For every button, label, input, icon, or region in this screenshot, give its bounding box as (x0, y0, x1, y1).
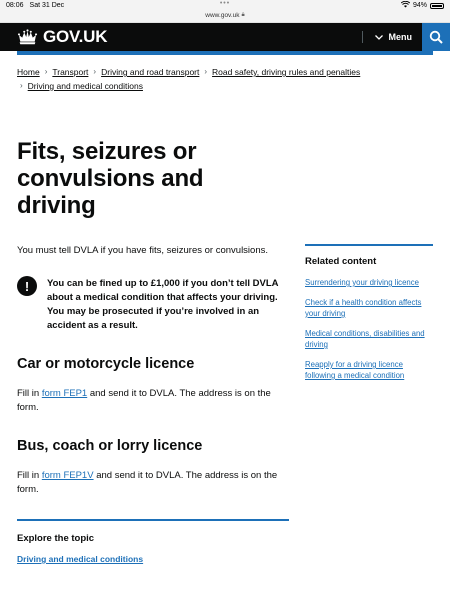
chevron-down-icon (375, 35, 383, 40)
intro-text: You must tell DVLA if you have fits, seizures or convulsions. (17, 245, 268, 256)
search-button[interactable] (422, 23, 450, 51)
related-link-reapply[interactable]: Reapply for a driving licence following a medical condition (305, 360, 405, 380)
address-bar[interactable] (0, 11, 450, 23)
explore-link[interactable]: Driving and medical conditions (17, 554, 144, 564)
explore-title: Explore the topic (17, 533, 95, 544)
related-content (305, 244, 433, 381)
explore-topic (17, 519, 289, 564)
text-fragment: Fill in (17, 470, 42, 481)
breadcrumb-driving-road-transport[interactable]: Driving and road transport (101, 67, 200, 77)
related-content-sidebar (305, 244, 433, 390)
battery-percent: 94% (412, 2, 427, 9)
menu-button[interactable] (362, 31, 423, 43)
chevron-right-icon: › (20, 81, 23, 90)
related-link-surrendering[interactable]: Surrendering your driving licence (305, 278, 419, 287)
search-icon (429, 30, 443, 44)
section-text-car (17, 387, 289, 415)
crown-icon (17, 29, 38, 45)
breadcrumb-road-safety[interactable]: Road safety, driving rules and penalties (212, 67, 361, 77)
breadcrumb-transport[interactable]: Transport (52, 67, 89, 77)
form-fep1-link[interactable]: form FEP1 (41, 388, 88, 399)
site-header (0, 23, 450, 51)
breadcrumb-driving-medical[interactable]: Driving and medical conditions (27, 81, 143, 91)
text-fragment: Fill in (17, 388, 42, 399)
status-bar (0, 0, 450, 11)
chevron-right-icon: › (93, 67, 97, 76)
chevron-right-icon: › (44, 67, 48, 76)
status-date: Sat 31 Dec (29, 2, 65, 9)
battery-icon (430, 3, 444, 9)
menu-label: Menu (388, 32, 412, 42)
section-text-bus (17, 469, 289, 497)
breadcrumb (0, 65, 450, 93)
chevron-right-icon: › (204, 67, 208, 76)
text-fragment: and send it to DVLA. The address is on the form. (17, 470, 278, 495)
logo-text: GOV.UK (43, 27, 108, 46)
url-text[interactable]: www.gov.uk (205, 12, 240, 19)
text-fragment: and send it to DVLA. The address is on the form. (17, 388, 271, 413)
warning-icon: ! (17, 276, 37, 296)
section-heading-car: Car or motorcycle licence (17, 356, 195, 372)
section-heading-bus: Bus, coach or lorry licence (17, 438, 203, 454)
warning-callout (17, 276, 289, 333)
related-link-medical-conditions[interactable]: Medical conditions, disabilities and driving (305, 329, 425, 349)
wifi-icon (401, 1, 410, 10)
status-time: 08:06 (6, 2, 24, 9)
main-content (17, 244, 289, 564)
header-blue-bar (17, 51, 433, 55)
related-title: Related content (305, 256, 377, 267)
govuk-logo-link[interactable] (0, 27, 107, 47)
breadcrumb-home[interactable]: Home (17, 67, 40, 77)
warning-text: You can be fined up to £1,000 if you don’t tell DVLA about a medical condition that affects your driving. You may be prosecuted if you’re involved in an accident as a result. (47, 278, 279, 331)
page-title: Fits, seizures or convulsions and driving (17, 138, 204, 219)
form-fep1v-link[interactable]: form FEP1V (41, 470, 94, 481)
multitask-dots-icon[interactable]: ••• (219, 0, 231, 7)
lock-icon: 🔒︎ (241, 12, 245, 18)
related-link-check-health[interactable]: Check if a health condition affects your driving (305, 298, 422, 318)
